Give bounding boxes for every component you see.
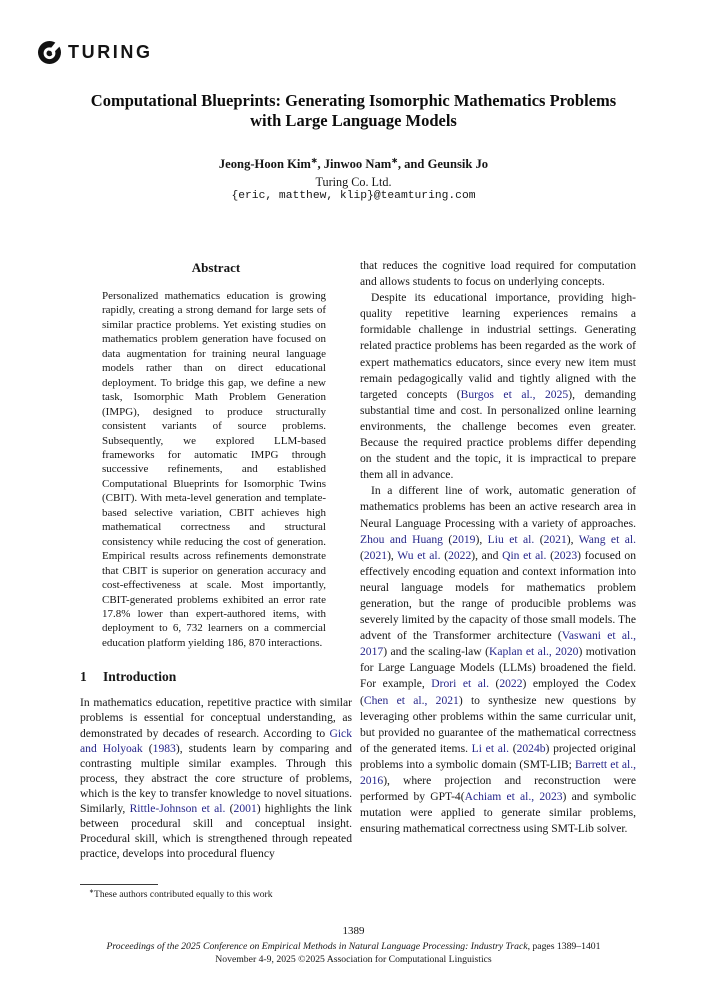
citation-link[interactable]: 2023 xyxy=(553,548,578,562)
text-segment: ) motivation for Large Language Models (LLMs) broadened the field. For example, xyxy=(360,645,636,691)
proceedings-line xyxy=(30,941,677,954)
text-segment: ( xyxy=(442,532,453,546)
left-column xyxy=(80,258,352,885)
turing-logo-text: TURING xyxy=(68,42,153,62)
text-segment: ( xyxy=(142,741,153,755)
text-segment: Proceedings of the 2025 Conference on Empirical Methods in Natural Language Processing: Industry Track xyxy=(106,941,528,952)
citation-link[interactable]: Wang et al. xyxy=(578,532,636,546)
citation-link[interactable]: Gick and Holyoak xyxy=(80,726,352,755)
citation-link[interactable]: Liu et al. xyxy=(487,532,535,546)
right-paragraph-3 xyxy=(360,483,636,837)
text-segment: ) to synthesize new questions by leveraging other problems within the same curricular unit, but provided no guarantee of the mathematical correctness of the generated items. xyxy=(360,693,636,755)
text-segment: that reduces the cognitive load required for computation and allows students to focus on underlying concepts. xyxy=(360,259,636,289)
text-segment: ( xyxy=(360,548,364,562)
page-number: 1389 xyxy=(342,925,365,937)
text-segment: ) projected original problems into a symbolic domain (SMT-LIB; xyxy=(360,741,636,771)
citation-link[interactable]: 2001 xyxy=(233,801,257,815)
text-segment: In a different line of work, automatic generation of mathematics problems has been an active research area in Neural Language Processing with a variety of approaches. xyxy=(360,484,636,530)
text-segment: In mathematics education, repetitive practice with similar problems is essential for conceptual understanding, as demonstrated by decades of research. According to xyxy=(80,696,352,740)
turing-logo xyxy=(38,41,153,64)
text-segment: ) highlights the link between procedural skill and conceptual insight. Procedural skill, which is strengthened through repeated practice, develops into procedural fluency xyxy=(80,801,352,861)
citation-link[interactable]: 2021 xyxy=(363,548,388,562)
footnote xyxy=(80,884,352,900)
citation-link[interactable]: 2019 xyxy=(452,532,476,546)
footnote-text xyxy=(80,889,352,900)
text-segment: ∗ xyxy=(310,155,318,165)
text-segment: Despite its educational importance, providing high-quality repetitive learning experiences remains a formidable challenge in industrial settings. Generating related practice problems has been regarded as the work of expert mathematics educators, since every new item must remain pedagogically valid and tightly aligned with the targeted concepts ( xyxy=(360,291,636,401)
text-segment: , Jinwoo Nam xyxy=(317,157,392,171)
right-paragraph-2 xyxy=(360,290,636,483)
right-column xyxy=(360,258,636,920)
text-segment: ( xyxy=(534,532,544,546)
citation-link[interactable]: Zhou and Huang xyxy=(360,532,443,546)
text-segment: ( xyxy=(488,677,500,691)
paper-title xyxy=(60,91,647,131)
citation-link[interactable]: Qin et al. xyxy=(502,548,547,562)
text-segment: ), where projection and reconstruction were performed by GPT-4( xyxy=(360,774,636,804)
citation-link[interactable]: Li et al. xyxy=(471,741,509,755)
text-segment: ), xyxy=(566,532,579,546)
citation-link[interactable]: 2024b xyxy=(516,741,546,755)
citation-link[interactable]: Wu et al. xyxy=(397,548,441,562)
paper-title-line-2: with Large Language Models xyxy=(250,111,457,130)
turing-logo-icon xyxy=(38,41,61,64)
text-segment: , and Geunsik Jo xyxy=(397,157,489,171)
copyright-line: November 4-9, 2025 ©2025 Association for Computational Linguistics xyxy=(215,953,492,965)
citation-link[interactable]: Drori et al. xyxy=(431,677,489,691)
citation-link[interactable]: 2021 xyxy=(543,532,567,546)
footnote-rule xyxy=(80,884,158,885)
text-segment: ( xyxy=(509,741,517,755)
text-segment: , pages 1389–1401 xyxy=(527,941,601,952)
citation-link[interactable]: Rittle-Johnson et al. xyxy=(129,801,226,815)
text-segment: ( xyxy=(225,801,234,815)
text-segment: ), xyxy=(387,548,398,562)
paper-title-line-1: Computational Blueprints: Generating Isomorphic Mathematics Problems xyxy=(90,91,617,110)
citation-link[interactable]: Achiam et al., 2023 xyxy=(464,790,563,804)
citation-link[interactable]: 2022 xyxy=(499,677,523,691)
author-line xyxy=(60,157,647,172)
section-number: 1 xyxy=(80,669,87,685)
text-segment: ), demanding substantial time and cost. In personalized online learning environments, the challenge becomes even greater. Because the required practice problems differ depending on the student and the topic, it is impractical to prepare them all in advance. xyxy=(360,387,636,482)
introduction-paragraph xyxy=(80,695,352,861)
text-segment: ) and the scaling-law ( xyxy=(383,645,489,659)
text-segment: ∗ xyxy=(391,155,398,165)
text-segment: ), xyxy=(475,532,488,546)
email-line: {eric, matthew, klip}@teamturing.com xyxy=(231,190,476,202)
text-segment: Jeong-Hoon Kim xyxy=(218,157,311,171)
text-segment: ) and symbolic mutation were applied to generate similar problems, ensuring mathematical correctness using SMT-Lib solver. xyxy=(360,790,636,836)
citation-link[interactable]: 1983 xyxy=(152,741,176,755)
section-heading-introduction xyxy=(80,669,352,685)
two-column-body xyxy=(80,258,636,920)
text-segment: ( xyxy=(440,548,449,562)
right-paragraph-1 xyxy=(360,258,636,290)
citation-link[interactable]: 2022 xyxy=(448,548,472,562)
section-title: Introduction xyxy=(103,669,177,685)
text-segment: ), students learn by comparing and contrasting multiple similar examples. Through this process, they abstract the core structure of problems, which is the key to transfer knowledge to novel situations. Similarly, xyxy=(80,741,352,815)
proceedings-footer xyxy=(30,941,677,966)
citation-link[interactable]: Burgos et al., 2025 xyxy=(460,387,569,401)
citation-link[interactable]: Barrett et al., 2016 xyxy=(360,757,636,787)
abstract-body: Personalized mathematics education is growing rapidly, creating a strong demand for large sets of similar practice problems. Yet existing studies on mathematics problem generation have focused on data augmentation for training neural language models rather than on direct educational deployment. To bridge this gap, we define a new task, Isomorphic Math Problem Generation (IMPG), designed to produce structurally consistent variants of source problems. Subsequently, we explored LLM-based frameworks for automatic IMPG through successive refinements, and established Computational Blueprints for Isomorphic Twins (CBIT). With meta-level generation and template-based selective variation, CBIT achieves high mathematical correctness and structural consistency while reducing the cost of generation. Empirical results across refinements demonstrate that CBIT is superior on generation accuracy and cost-effectiveness at scale. Most importantly, CBIT-generated problems exhibited an error rate 17.8% lower than expert-authored items, with deployment to 6, 732 learners on a commercial education platform yielding 186, 870 interactions. xyxy=(102,290,326,649)
text-segment: ) focused on effectively encoding equation and context information into neural language models for mathematics problem generation, but the range of producible problems was severely limited by the capacity of those small models. The advent of the Transformer architecture ( xyxy=(360,548,636,643)
footnote-marker: ∗ xyxy=(89,888,94,895)
citation-link[interactable]: Vaswani et al., 2017 xyxy=(360,629,636,659)
citation-link[interactable]: Chen et al., 2021 xyxy=(363,693,459,707)
footnote-body: These authors contributed equally to this work xyxy=(93,889,273,900)
text-segment: ( xyxy=(546,548,554,562)
abstract-heading: Abstract xyxy=(191,260,241,275)
text-segment: ) employed the Codex ( xyxy=(360,677,636,707)
citation-link[interactable]: Kaplan et al., 2020 xyxy=(488,645,579,659)
text-segment: ), and xyxy=(471,548,503,562)
affiliation: Turing Co. Ltd. xyxy=(315,175,392,189)
